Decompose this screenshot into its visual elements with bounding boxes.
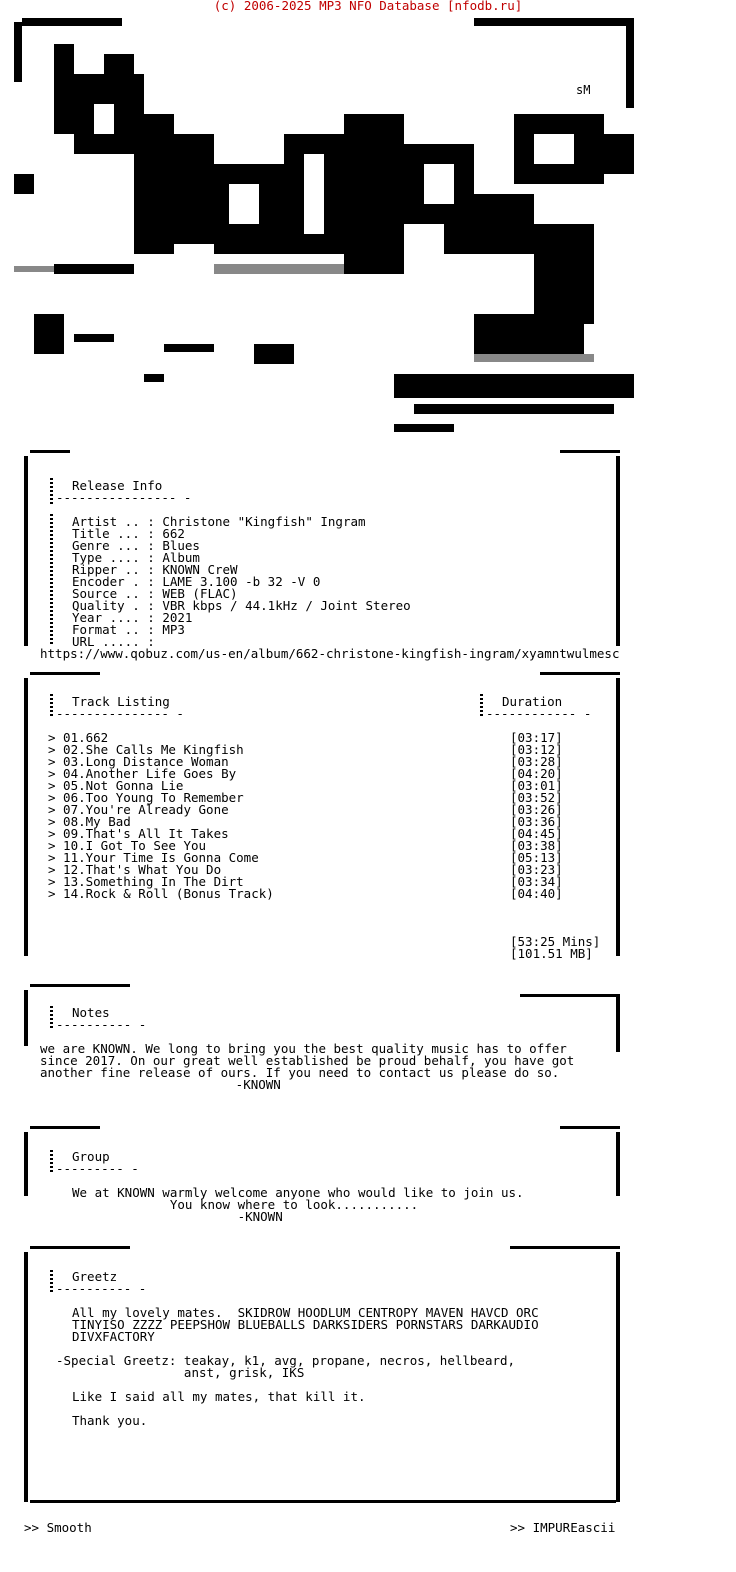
release-info-value: WEB (FLAC) [162, 586, 238, 601]
release-info-key: Source .. : [72, 586, 155, 601]
release-info-value: 662 [162, 526, 185, 541]
track-name: > 08.My Bad [48, 814, 131, 829]
group-title: Group [72, 1149, 110, 1164]
track-duration: [03:36] [510, 814, 563, 829]
track-duration: [03:34] [510, 874, 563, 889]
track-listing-title: Track Listing [72, 694, 170, 709]
track-name: > 06.Too Young To Remember [48, 790, 244, 805]
notes-underline: ---------- - [56, 1017, 147, 1032]
logo-signature: sM [576, 83, 591, 97]
track-duration: [03:28] [510, 754, 563, 769]
duration-title: Duration [502, 694, 563, 709]
release-info-value: Album [162, 550, 200, 565]
release-info-key: Ripper .. : [72, 562, 155, 577]
total-size: [101.51 MB] [510, 946, 593, 961]
track-name: > 02.She Calls Me Kingfish [48, 742, 244, 757]
release-info-value: LAME 3.100 -b 32 -V 0 [162, 574, 321, 589]
greetz-line-1: All my lovely mates. SKIDROW HOODLUM CENTROPY MAVEN HAVCD ORC [72, 1305, 539, 1320]
release-info-key: Type .... : [72, 550, 155, 565]
track-name: > 03.Long Distance Woman [48, 754, 229, 769]
group-line-1: We at KNOWN warmly welcome anyone who would like to join us. [72, 1185, 524, 1200]
notes-title: Notes [72, 1005, 110, 1020]
release-info-underline: ---------------- - [56, 490, 192, 505]
greetz-outro: Like I said all my mates, that kill it. [72, 1389, 366, 1404]
release-info-value: 2021 [162, 610, 193, 625]
group-underline: --------- - [56, 1161, 139, 1176]
release-info-key: Format .. : [72, 622, 155, 637]
footer-left-credit: >> Smooth [24, 1520, 92, 1535]
group-signature: -KNOWN [72, 1209, 283, 1224]
track-list [48, 732, 608, 900]
track-name: > 05.Not Gonna Lie [48, 778, 184, 793]
duration-underline: ------------ - [486, 706, 592, 721]
special-greetz-line-1: -Special Greetz: teakay, k1, avg, propane, necros, hellbeard, [56, 1353, 516, 1368]
track-duration: [04:20] [510, 766, 563, 781]
track-name: > 12.That's What You Do [48, 862, 222, 877]
track-row [48, 888, 608, 900]
special-greetz-line-2: anst, grisk, IKS [56, 1365, 305, 1380]
release-info-key: URL ..... : [72, 634, 155, 649]
release-info-key: Year .... : [72, 610, 155, 625]
release-info-key: Encoder . : [72, 574, 155, 589]
track-name: > 13.Something In The Dirt [48, 874, 244, 889]
track-name: > 14.Rock & Roll (Bonus Track) [48, 886, 274, 901]
notes-line-1: we are KNOWN. We long to bring you the best quality music has to offer [40, 1041, 567, 1056]
release-info-title: Release Info [72, 478, 163, 493]
track-listing-underline: --------------- - [56, 706, 184, 721]
track-name: > 04.Another Life Goes By [48, 766, 237, 781]
release-info-key: Artist .. : [72, 514, 155, 529]
footer-right-credit: >> IMPUREascii [510, 1520, 616, 1535]
release-info-value: Blues [162, 538, 200, 553]
greetz-underline: ---------- - [56, 1281, 147, 1296]
release-url-link[interactable]: https://www.qobuz.com/us-en/album/662-christone-kingfish-ingram/xyamntwulmesc [40, 646, 620, 661]
track-duration: [05:13] [510, 850, 563, 865]
ascii-logo-art [14, 14, 640, 444]
track-name: > 07.You're Already Gone [48, 802, 229, 817]
track-name: > 01.662 [48, 730, 109, 745]
track-duration: [03:17] [510, 730, 563, 745]
track-duration: [04:45] [510, 826, 563, 841]
track-duration: [04:40] [510, 886, 563, 901]
track-duration: [03:52] [510, 790, 563, 805]
greetz-line-3: DIVXFACTORY [72, 1329, 155, 1344]
notes-signature: -KNOWN [40, 1077, 281, 1092]
greetz-line-2: TINYISO ZZZZ PEEPSHOW BLUEBALLS DARKSIDERS PORNSTARS DARKAUDIO [72, 1317, 539, 1332]
total-duration: [53:25 Mins] [510, 934, 601, 949]
release-info-key: Title ... : [72, 526, 155, 541]
greetz-title: Greetz [72, 1269, 118, 1284]
release-info-value: Christone "Kingfish" Ingram [162, 514, 366, 529]
track-duration: [03:38] [510, 838, 563, 853]
release-info-value: KNOWN CreW [162, 562, 238, 577]
track-duration: [03:26] [510, 802, 563, 817]
release-info-key: Quality . : [72, 598, 155, 613]
track-duration: [03:23] [510, 862, 563, 877]
greetz-thanks: Thank you. [72, 1413, 148, 1428]
release-info-value: MP3 [162, 622, 185, 637]
track-duration: [03:01] [510, 778, 563, 793]
group-line-2: You know where to look........... [72, 1197, 419, 1212]
logo-graphic [14, 14, 640, 444]
release-info-key: Genre ... : [72, 538, 155, 553]
track-name: > 11.Your Time Is Gonna Come [48, 850, 259, 865]
notes-line-3: another fine release of ours. If you need to contact us please do so. [40, 1065, 560, 1080]
site-header: (c) 2006-2025 MP3 NFO Database [nfodb.ru] [213, 0, 523, 13]
track-name: > 10.I Got To See You [48, 838, 207, 853]
notes-line-2: since 2017. On our great well established be proud behalf, you have got [40, 1053, 575, 1068]
release-info-table [72, 516, 411, 648]
track-name: > 09.That's All It Takes [48, 826, 229, 841]
track-duration: [03:12] [510, 742, 563, 757]
release-info-value: VBR kbps / 44.1kHz / Joint Stereo [162, 598, 411, 613]
